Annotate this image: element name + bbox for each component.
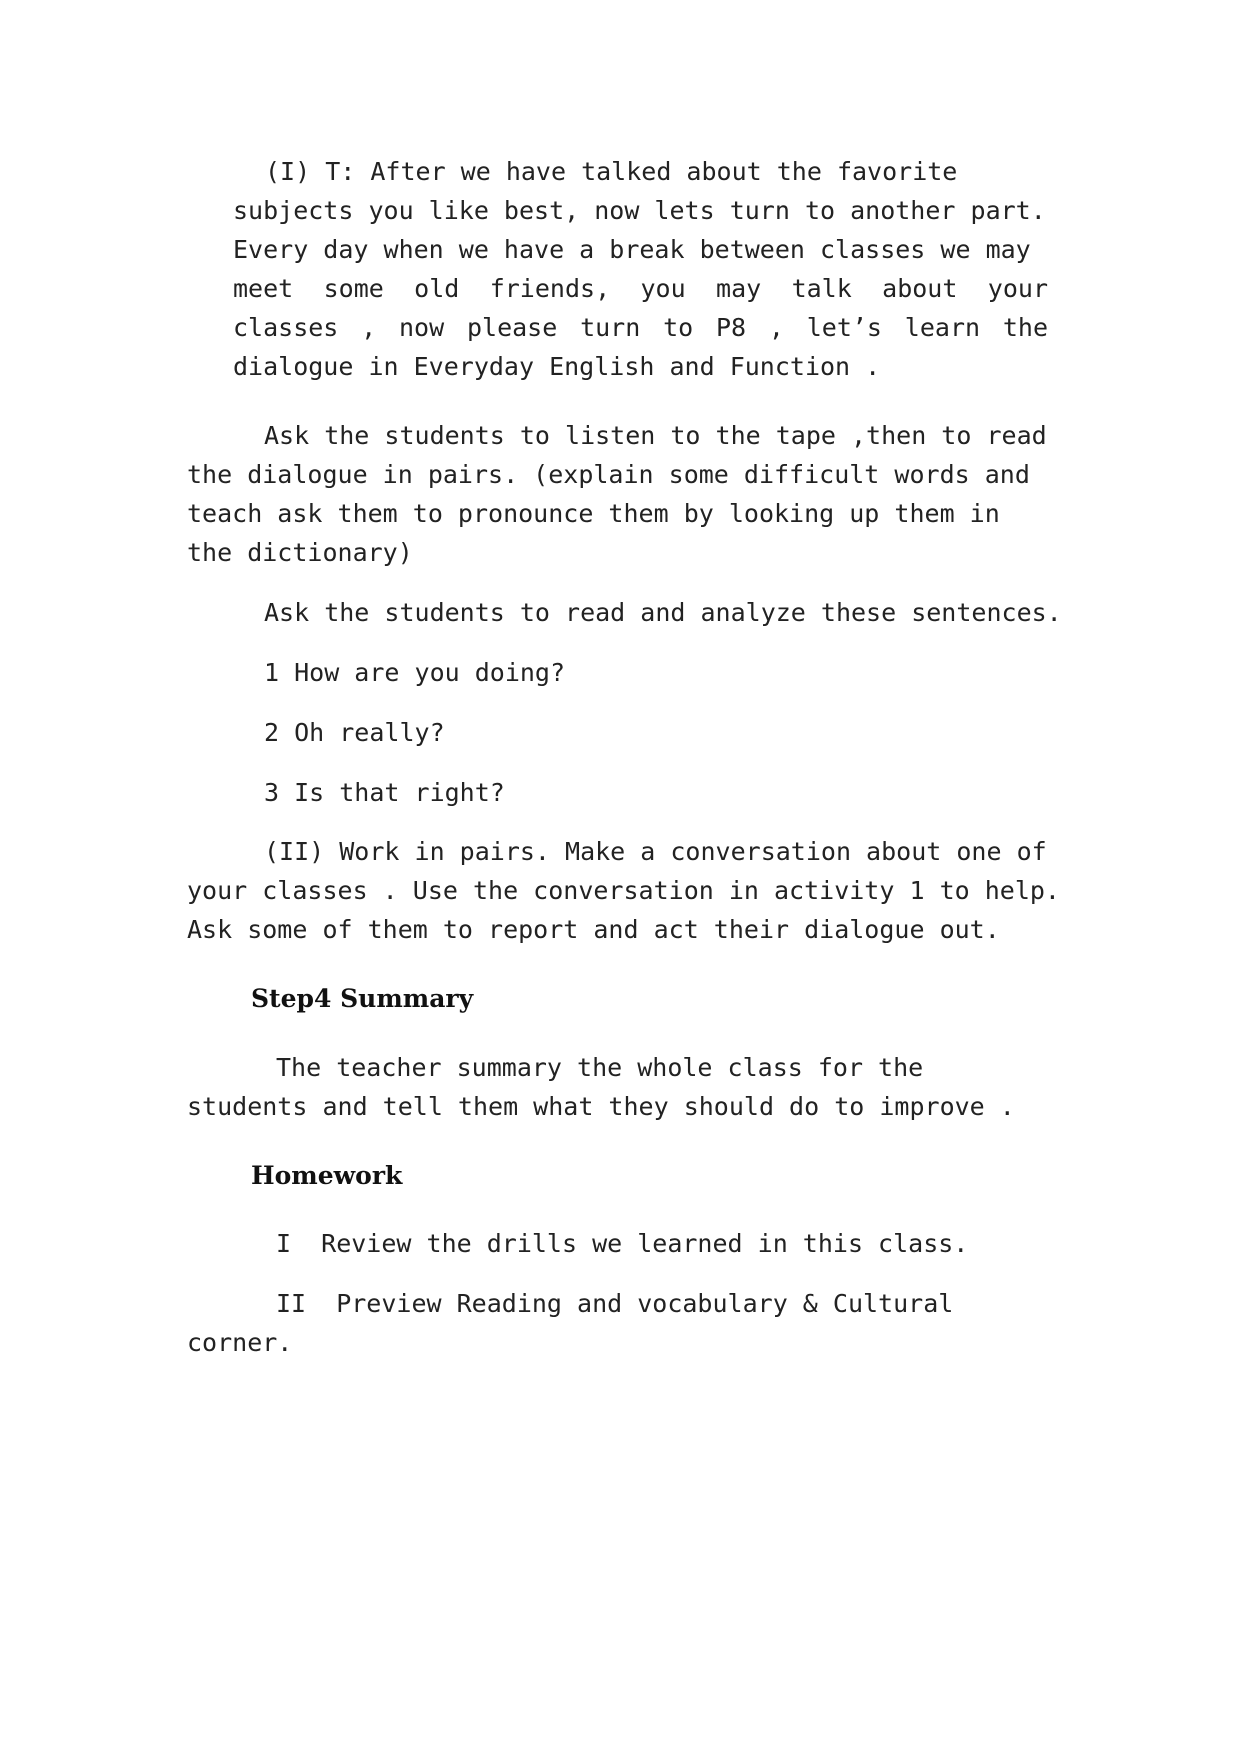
summary-line-1: The teacher summary the whole class for the xyxy=(276,1053,924,1082)
paragraph-1-line-6: dialogue in Everyday English and Function . xyxy=(233,352,881,381)
sentence-2: 2 Oh really? xyxy=(264,718,445,747)
paragraph-1-line-3: Every day when we have a break between classes we may xyxy=(233,235,1031,264)
paragraph-2-line-4: the dictionary) xyxy=(187,538,413,567)
paragraph-1-line-2: subjects you like best, now lets turn to another part. xyxy=(233,196,1046,225)
homework-item-2-line-1: II Preview Reading and vocabulary & Cultural xyxy=(276,1289,954,1318)
paragraph-3-line: Ask the students to read and analyze these sentences. xyxy=(264,598,1062,627)
paragraph-4-line-3: Ask some of them to report and act their dialogue out. xyxy=(187,915,1000,944)
paragraph-4-line-2: your classes . Use the conversation in activity 1 to help. xyxy=(187,876,1060,905)
sentence-1: 1 How are you doing? xyxy=(264,658,566,687)
homework-item-1: I Review the drills we learned in this class. xyxy=(276,1229,969,1258)
summary-line-2: students and tell them what they should do to improve . xyxy=(187,1092,1015,1121)
homework-item-2-line-2: corner. xyxy=(187,1328,293,1357)
paragraph-1-line-5: classes , now please turn to P8 , let’s learn the xyxy=(233,313,1048,342)
paragraph-4-line-1: (II) Work in pairs. Make a conversation about one of xyxy=(264,837,1047,866)
homework-heading: Homework xyxy=(251,1161,403,1190)
paragraph-1-line-4: meet some old friends, you may talk about your xyxy=(233,274,1048,303)
sentence-3: 3 Is that right? xyxy=(264,778,505,807)
summary-heading: Step4 Summary xyxy=(251,984,474,1013)
paragraph-2-line-1: Ask the students to listen to the tape ,then to read xyxy=(264,421,1047,450)
paragraph-2-line-2: the dialogue in pairs. (explain some difficult words and xyxy=(187,460,1030,489)
paragraph-1-line-1: (I) T: After we have talked about the favorite xyxy=(265,157,958,186)
paragraph-2-line-3: teach ask them to pronounce them by looking up them in xyxy=(187,499,1000,528)
